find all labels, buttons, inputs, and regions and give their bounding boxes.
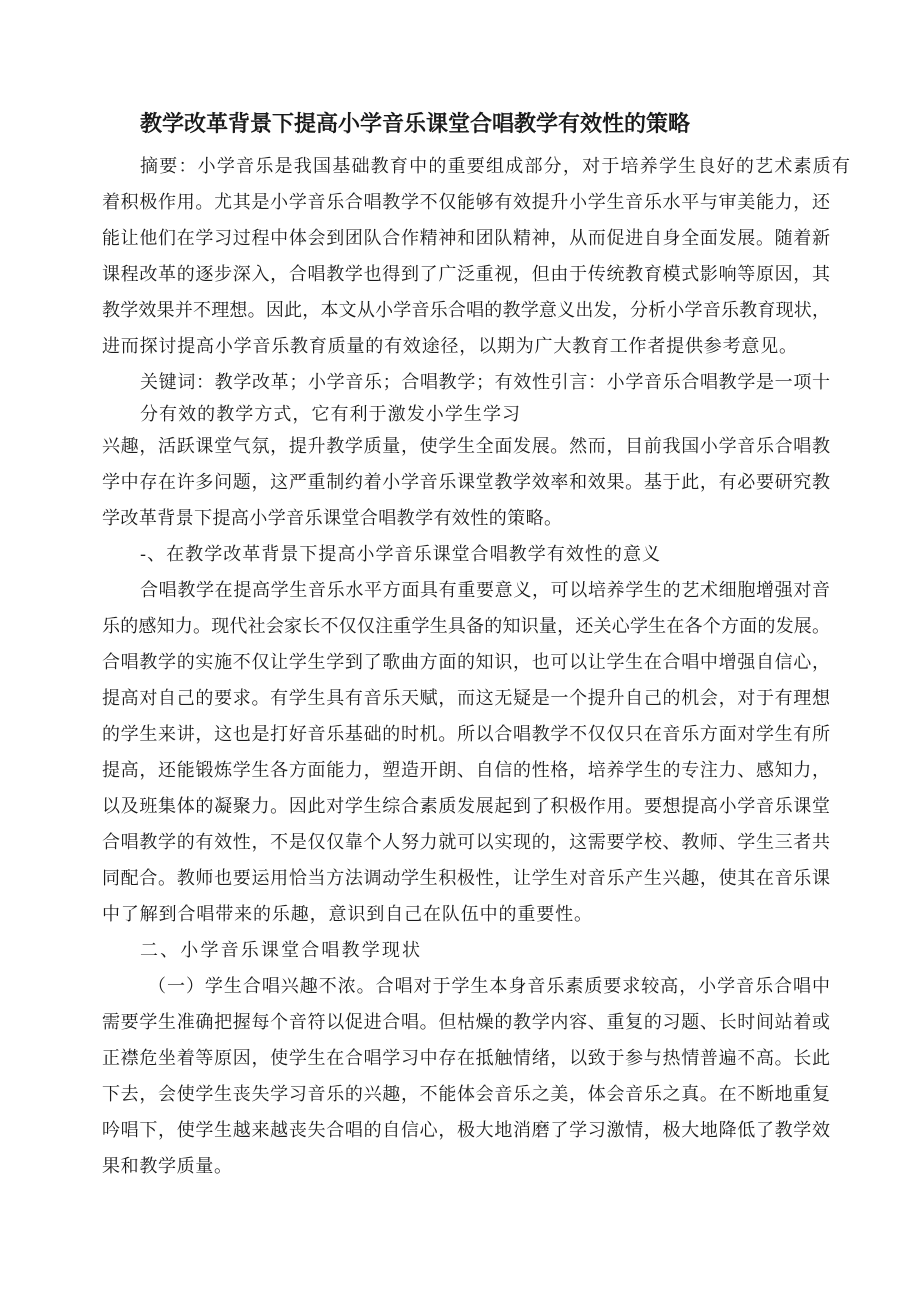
text-line: 学中存在许多问题，这严重制约着小学音乐课堂教学效率和效果。基于此，有必要研究教 bbox=[102, 472, 831, 493]
text-line: 学改革背景下提高小学音乐课堂合唱教学有效性的策略。 bbox=[102, 508, 563, 529]
text-line: 中了解到合唱带来的乐趣，意识到自己在队伍中的重要性。 bbox=[102, 904, 593, 925]
subsection-line: （一）学生合唱兴趣不浓。合唱对于学生本身音乐素质要求较高，小学音乐合唱中 bbox=[148, 976, 831, 997]
text-line: 分有效的教学方式，它有利于激发小学生学习 bbox=[140, 404, 522, 425]
text-line: 教学效果并不理想。因此，本文从小学音乐合唱的教学意义出发，分析小学音乐教育现状， bbox=[102, 300, 831, 321]
text-line: 提高，还能锻炼学生各方面能力，塑造开朗、自信的性格，培养学生的专注力、感知力， bbox=[102, 760, 831, 781]
text-line: 提高对自己的要求。有学生具有音乐天赋，而这无疑是一个提升自己的机会，对于有理想 bbox=[102, 688, 831, 709]
text-line: 合唱教学的实施不仅让学生学到了歌曲方面的知识，也可以让学生在合唱中增强自信心， bbox=[102, 652, 831, 673]
section-heading: -、在教学改革背景下提高小学音乐课堂合唱教学有效性的意义 bbox=[140, 544, 662, 565]
text-line: 合唱教学在提高学生音乐水平方面具有重要意义，可以培养学生的艺术细胞增强对音 bbox=[140, 580, 831, 601]
text-line: 进而探讨提高小学音乐教育质量的有效途径，以期为广大教育工作者提供参考意见。 bbox=[102, 336, 798, 357]
text-line: 吟唱下，使学生越来越丧失合唱的自信心，极大地消磨了学习激情，极大地降低了教学效 bbox=[102, 1120, 831, 1141]
text-line: 下去，会使学生丧失学习音乐的兴趣，不能体会音乐之美，体会音乐之真。在不断地重复 bbox=[102, 1084, 831, 1105]
text-line: 需要学生准确把握每个音符以促进合唱。但枯燥的教学内容、重复的习题、长时间站着或 bbox=[102, 1012, 831, 1033]
text-line: 同配合。教师也要运用恰当方法调动学生积极性，让学生对音乐产生兴趣，使其在音乐课 bbox=[102, 868, 831, 889]
text-line: 乐的感知力。现代社会家长不仅仅注重学生具备的知识量，还关心学生在各个方面的发展。 bbox=[102, 616, 831, 637]
text-line: 合唱教学的有效性，不是仅仅靠个人努力就可以实现的，这需要学校、教师、学生三者共 bbox=[102, 832, 831, 853]
keywords-line: 关键词：教学改革；小学音乐；合唱教学；有效性引言：小学音乐合唱教学是一项十 bbox=[140, 372, 831, 393]
text-line: 兴趣，活跃课堂气氛，提升教学质量，使学生全面发展。然而，目前我国小学音乐合唱教 bbox=[102, 436, 831, 457]
section-heading: 二、小学音乐课堂合唱教学现状 bbox=[140, 940, 423, 961]
text-line: 着积极作用。尤其是小学音乐合唱教学不仅能够有效提升小学生音乐水平与审美能力，还 bbox=[102, 192, 831, 213]
text-line: 果和教学质量。 bbox=[102, 1156, 233, 1177]
text-line: 以及班集体的凝聚力。因此对学生综合素质发展起到了积极作用。要想提高小学音乐课堂 bbox=[102, 796, 831, 817]
text-line: 能让他们在学习过程中体会到团队合作精神和团队精神，从而促进自身全面发展。随着新 bbox=[102, 228, 831, 249]
document-title: 教学改革背景下提高小学音乐课堂合唱教学有效性的策略 bbox=[140, 112, 691, 137]
text-line: 的学生来讲，这也是打好音乐基础的时机。所以合唱教学不仅仅只在音乐方面对学生有所 bbox=[102, 724, 831, 745]
text-line: 摘要：小学音乐是我国基础教育中的重要组成部分，对于培养学生良好的艺术素质有 bbox=[140, 156, 852, 177]
text-line: 课程改革的逐步深入，合唱教学也得到了广泛重视，但由于传统教育模式影响等原因，其 bbox=[102, 264, 831, 285]
text-line: 正襟危坐着等原因，使学生在合唱学习中存在抵触情绪，以致于参与热情普遍不高。长此 bbox=[102, 1048, 831, 1069]
